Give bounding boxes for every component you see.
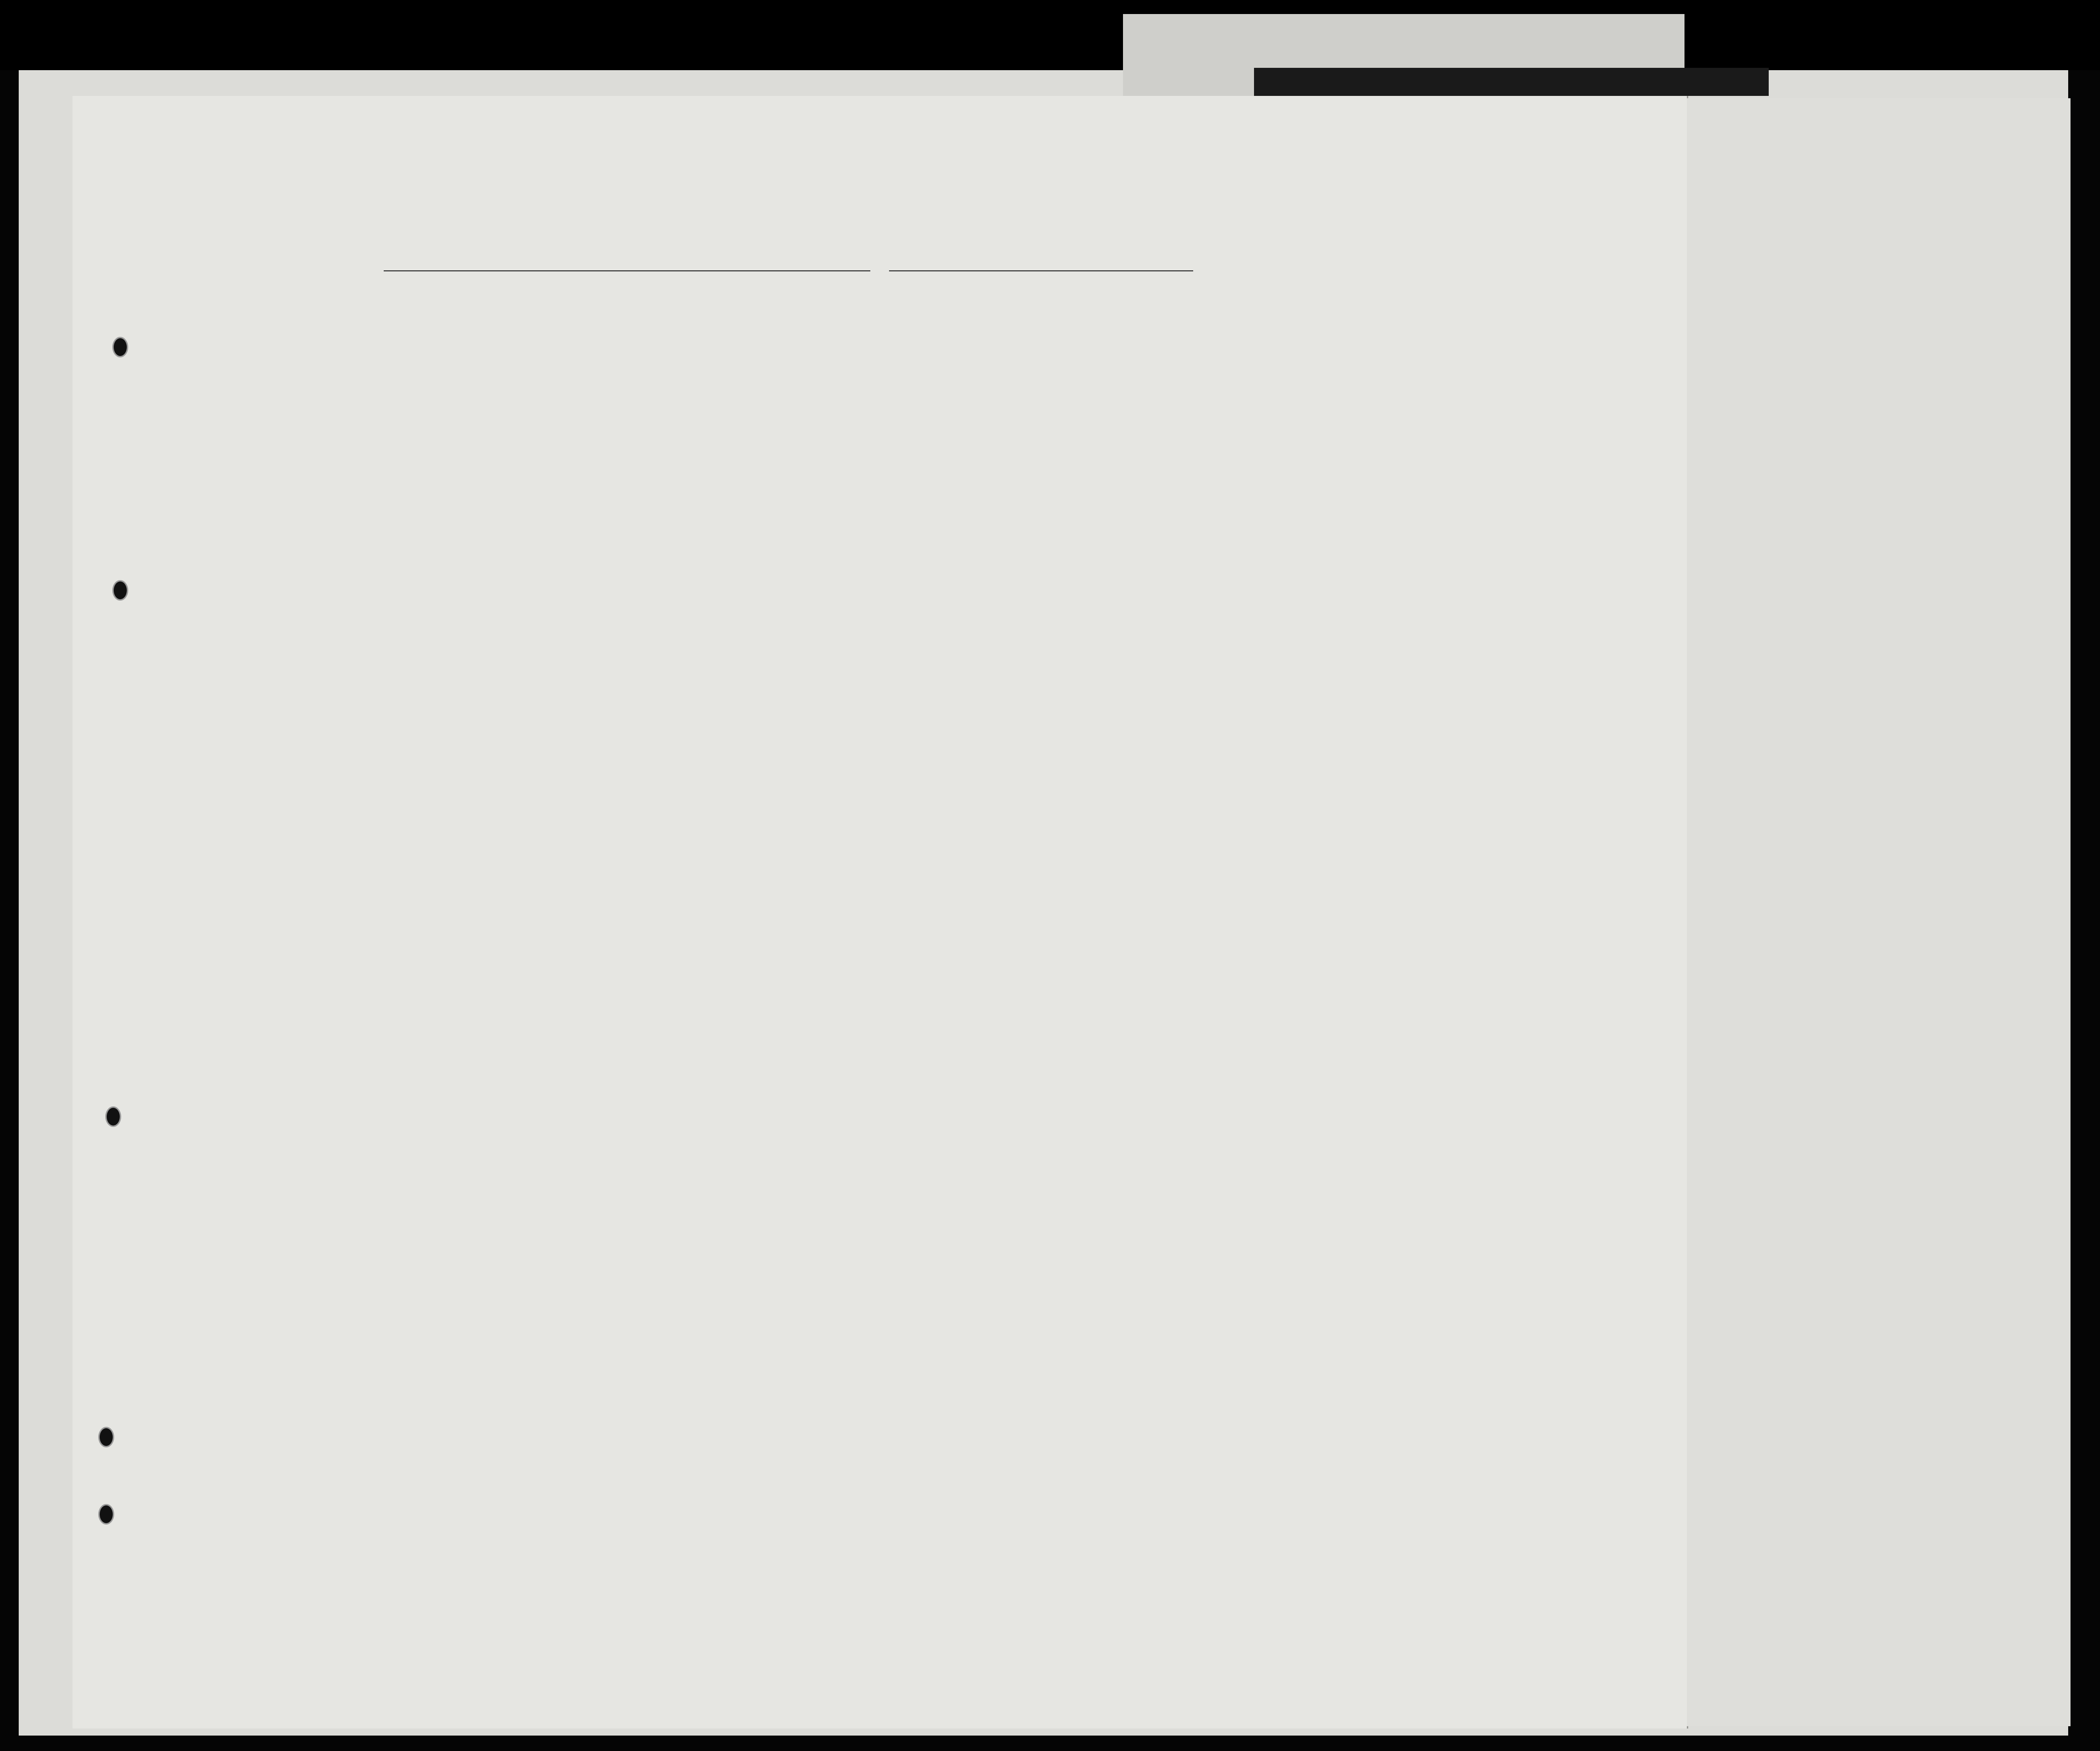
binder-hole xyxy=(98,1427,114,1447)
top-strip xyxy=(1254,68,1769,96)
binder-hole xyxy=(112,337,128,357)
port-underline xyxy=(384,270,870,271)
date-underline xyxy=(889,270,1193,271)
binder-hole xyxy=(112,580,128,601)
binder-hole xyxy=(98,1504,114,1525)
binder-hole xyxy=(105,1106,121,1127)
manifest-page xyxy=(73,96,1688,1729)
scan-background xyxy=(0,0,2100,70)
right-page xyxy=(1687,98,2071,1726)
